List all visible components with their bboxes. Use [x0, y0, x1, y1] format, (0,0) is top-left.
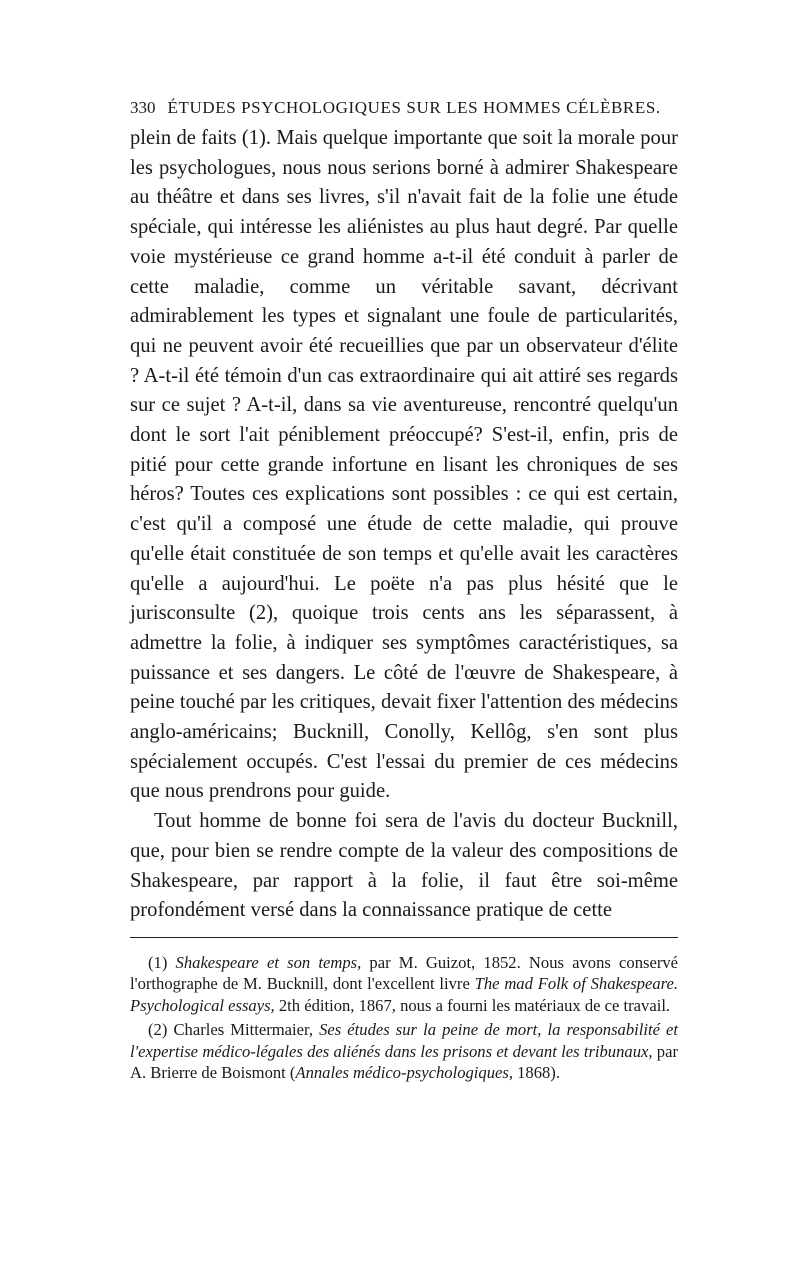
cited-work: Annales médico-psychologiques, [295, 1063, 513, 1083]
cited-work: The mad Folk of Shakespeare. Psychological essays, [130, 974, 678, 1015]
footnote [130, 1019, 678, 1084]
page-number: 330 [130, 98, 156, 117]
footnote-marker: (1) [148, 952, 168, 972]
footnote-rule [130, 937, 678, 938]
footnote [130, 952, 678, 1017]
cited-work: Shakespeare et son temps, [175, 952, 362, 972]
cited-work: Ses études sur la peine de mort, la responsabilité et l'expertise médico-légales des aliénés dans les prisons et devant les tribunaux, [130, 1020, 679, 1061]
footnote-marker: (2) [148, 1020, 168, 1040]
footnote-text: Charles Mittermaier, [167, 1020, 320, 1040]
running-header [130, 96, 678, 120]
book-page [130, 96, 678, 1087]
paragraph: Tout homme de bonne foi sera de l'avis du docteur Bucknill, que, pour bien se rendre compte de la valeur des compositions de Shakespeare, par rapport à la folie, il faut être soi-même profondément versé dans la connaissance pratique de cette [130, 810, 678, 922]
main-text [130, 124, 678, 926]
footnotes [130, 952, 678, 1084]
paragraph: plein de faits (1). Mais quelque importante que soit la morale pour les psychologues, nous nous serions borné à admirer Shakespeare au théâtre et dans ses livres, s'il n'avait fait de la folie une étude spéciale, qui intéresse les aliénistes au plus haut degré. Par quelle voie mystérieuse ce grand homme a-t-il été conduit à parler de cette maladie, comme un véritable savant, décrivant admirablement les types et signalant une foule de particularités, qui ne peuvent avoir été recueillies que par un observateur d'élite ? A-t-il été témoin d'un cas extraordinaire qui ait attiré ses regards sur ce sujet ? A-t-il, dans sa vie aventureuse, rencontré quelqu'un dont le sort l'ait péniblement préoccupé? S'est-il, enfin, pris de pitié pour cette grande infortune en lisant les chroniques de ses héros? Toutes ces explications sont possibles : ce qui est certain, c'est qu'il a composé une étude de cette maladie, qui prouve qu'elle était constituée de son temps et qu'elle avait les caractères qu'elle a aujourd'hui. Le poëte n'a pas plus hésité que le jurisconsulte (2), quoique trois cents ans les séparassent, à admettre la folie, à indiquer ses symptômes caractéristiques, sa puissance et ses dangers. Le côté de l'œuvre de Shakespeare, à peine touché par les critiques, devait fixer l'attention des médecins anglo-américains; Bucknill, Conolly, Kellôg, s'en sont plus spécialement occupés. C'est l'essai du premier de ces médecins que nous prendrons pour guide. [130, 127, 678, 803]
footnote-text: par M. Guizot, 1852. Nous avons conservé l'orthographe de M. Bucknill, dont l'excellent livre [130, 952, 679, 994]
running-title: ÉTUDES PSYCHOLOGIQUES SUR LES HOMMES CÉLÈBRES. [167, 98, 661, 117]
footnote-text: par A. Brierre de Boismont ( [130, 1041, 678, 1083]
footnote-text: 2th édition, 1867, nous a fourni les matériaux de ce travail. [274, 995, 671, 1015]
footnote-text: 1868). [512, 1063, 560, 1083]
